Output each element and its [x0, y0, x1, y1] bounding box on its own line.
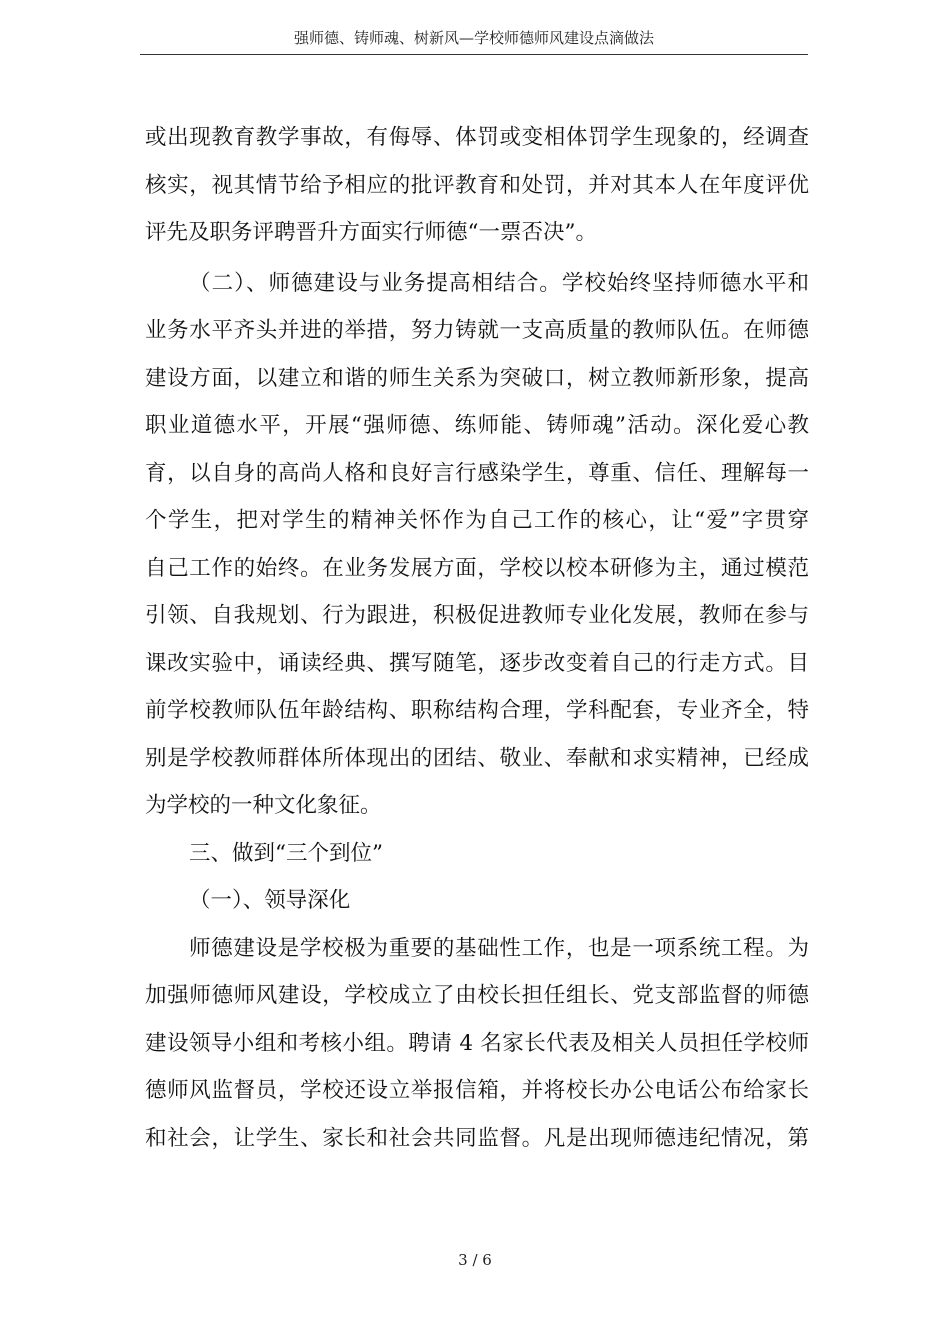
paragraph-line: 业务水平齐头并进的举措，努力铸就一支高质量的教师队伍。在师德	[145, 318, 809, 343]
paragraph-line: 职业道德水平，开展“强师德、练师能、铸师魂”活动。深化爱心教	[145, 413, 809, 438]
paragraph-line: （二）、师德建设与业务提高相结合。学校始终坚持师德水平和	[189, 270, 809, 296]
paragraph-line: 自己工作的始终。在业务发展方面，学校以校本研修为主，通过模范	[145, 555, 809, 581]
paragraph-line: 德师风监督员，学校还设立举报信箱，并将校长办公电话公布给家长	[145, 1078, 809, 1103]
running-header: 强师德、铸师魂、树新风—学校师德师风建设点滴做法	[140, 28, 808, 55]
paragraph-line: 育，以自身的高尚人格和良好言行感染学生，尊重、信任、理解每一	[145, 460, 809, 486]
paragraph-line: 建设方面，以建立和谐的师生关系为突破口，树立教师新形象，提高	[145, 365, 809, 391]
paragraph-line: 引领、自我规划、行为跟进，积极促进教师专业化发展，教师在参与	[145, 603, 809, 628]
paragraph-line: 课改实验中，诵读经典、撰写随笔，逐步改变着自己的行走方式。目	[145, 650, 809, 676]
body-text	[145, 114, 809, 1162]
paragraph-line: 核实，视其情节给予相应的批评教育和处罚，并对其本人在年度评优	[145, 172, 809, 198]
paragraph-line: 或出现教育教学事故，有侮辱、体罚或变相体罚学生现象的，经调查	[145, 125, 809, 150]
paragraph-line: 为学校的一种文化象征。	[145, 793, 382, 818]
paragraph-line: 别是学校教师群体所体现出的团结、敬业、奉献和求实精神，已经成	[145, 745, 809, 771]
paragraph-line: 加强师德师风建设，学校成立了由校长担任组长、党支部监督的师德	[145, 983, 809, 1008]
section-heading: 三、做到“三个到位”	[189, 840, 383, 866]
paragraph-line: 师德建设是学校极为重要的基础性工作，也是一项系统工程。为	[189, 935, 809, 961]
paragraph-line: 评先及职务评聘晋升方面实行师德“一票否决”。	[145, 220, 597, 245]
subsection-heading: （一）、领导深化	[189, 888, 351, 913]
paragraph-line: 个学生，把对学生的精神关怀作为自己工作的核心，让“爱”字贯穿	[145, 508, 809, 533]
paragraph-line: 和社会，让学生、家长和社会共同监督。凡是出现师德违纪情况，第	[145, 1125, 809, 1151]
page-number: 3 / 6	[458, 1251, 492, 1269]
paragraph-line: 建设领导小组和考核小组。聘请 4 名家长代表及相关人员担任学校师	[145, 1030, 809, 1056]
paragraph-line: 前学校教师队伍年龄结构、职称结构合理，学科配套，专业齐全，特	[145, 698, 809, 723]
